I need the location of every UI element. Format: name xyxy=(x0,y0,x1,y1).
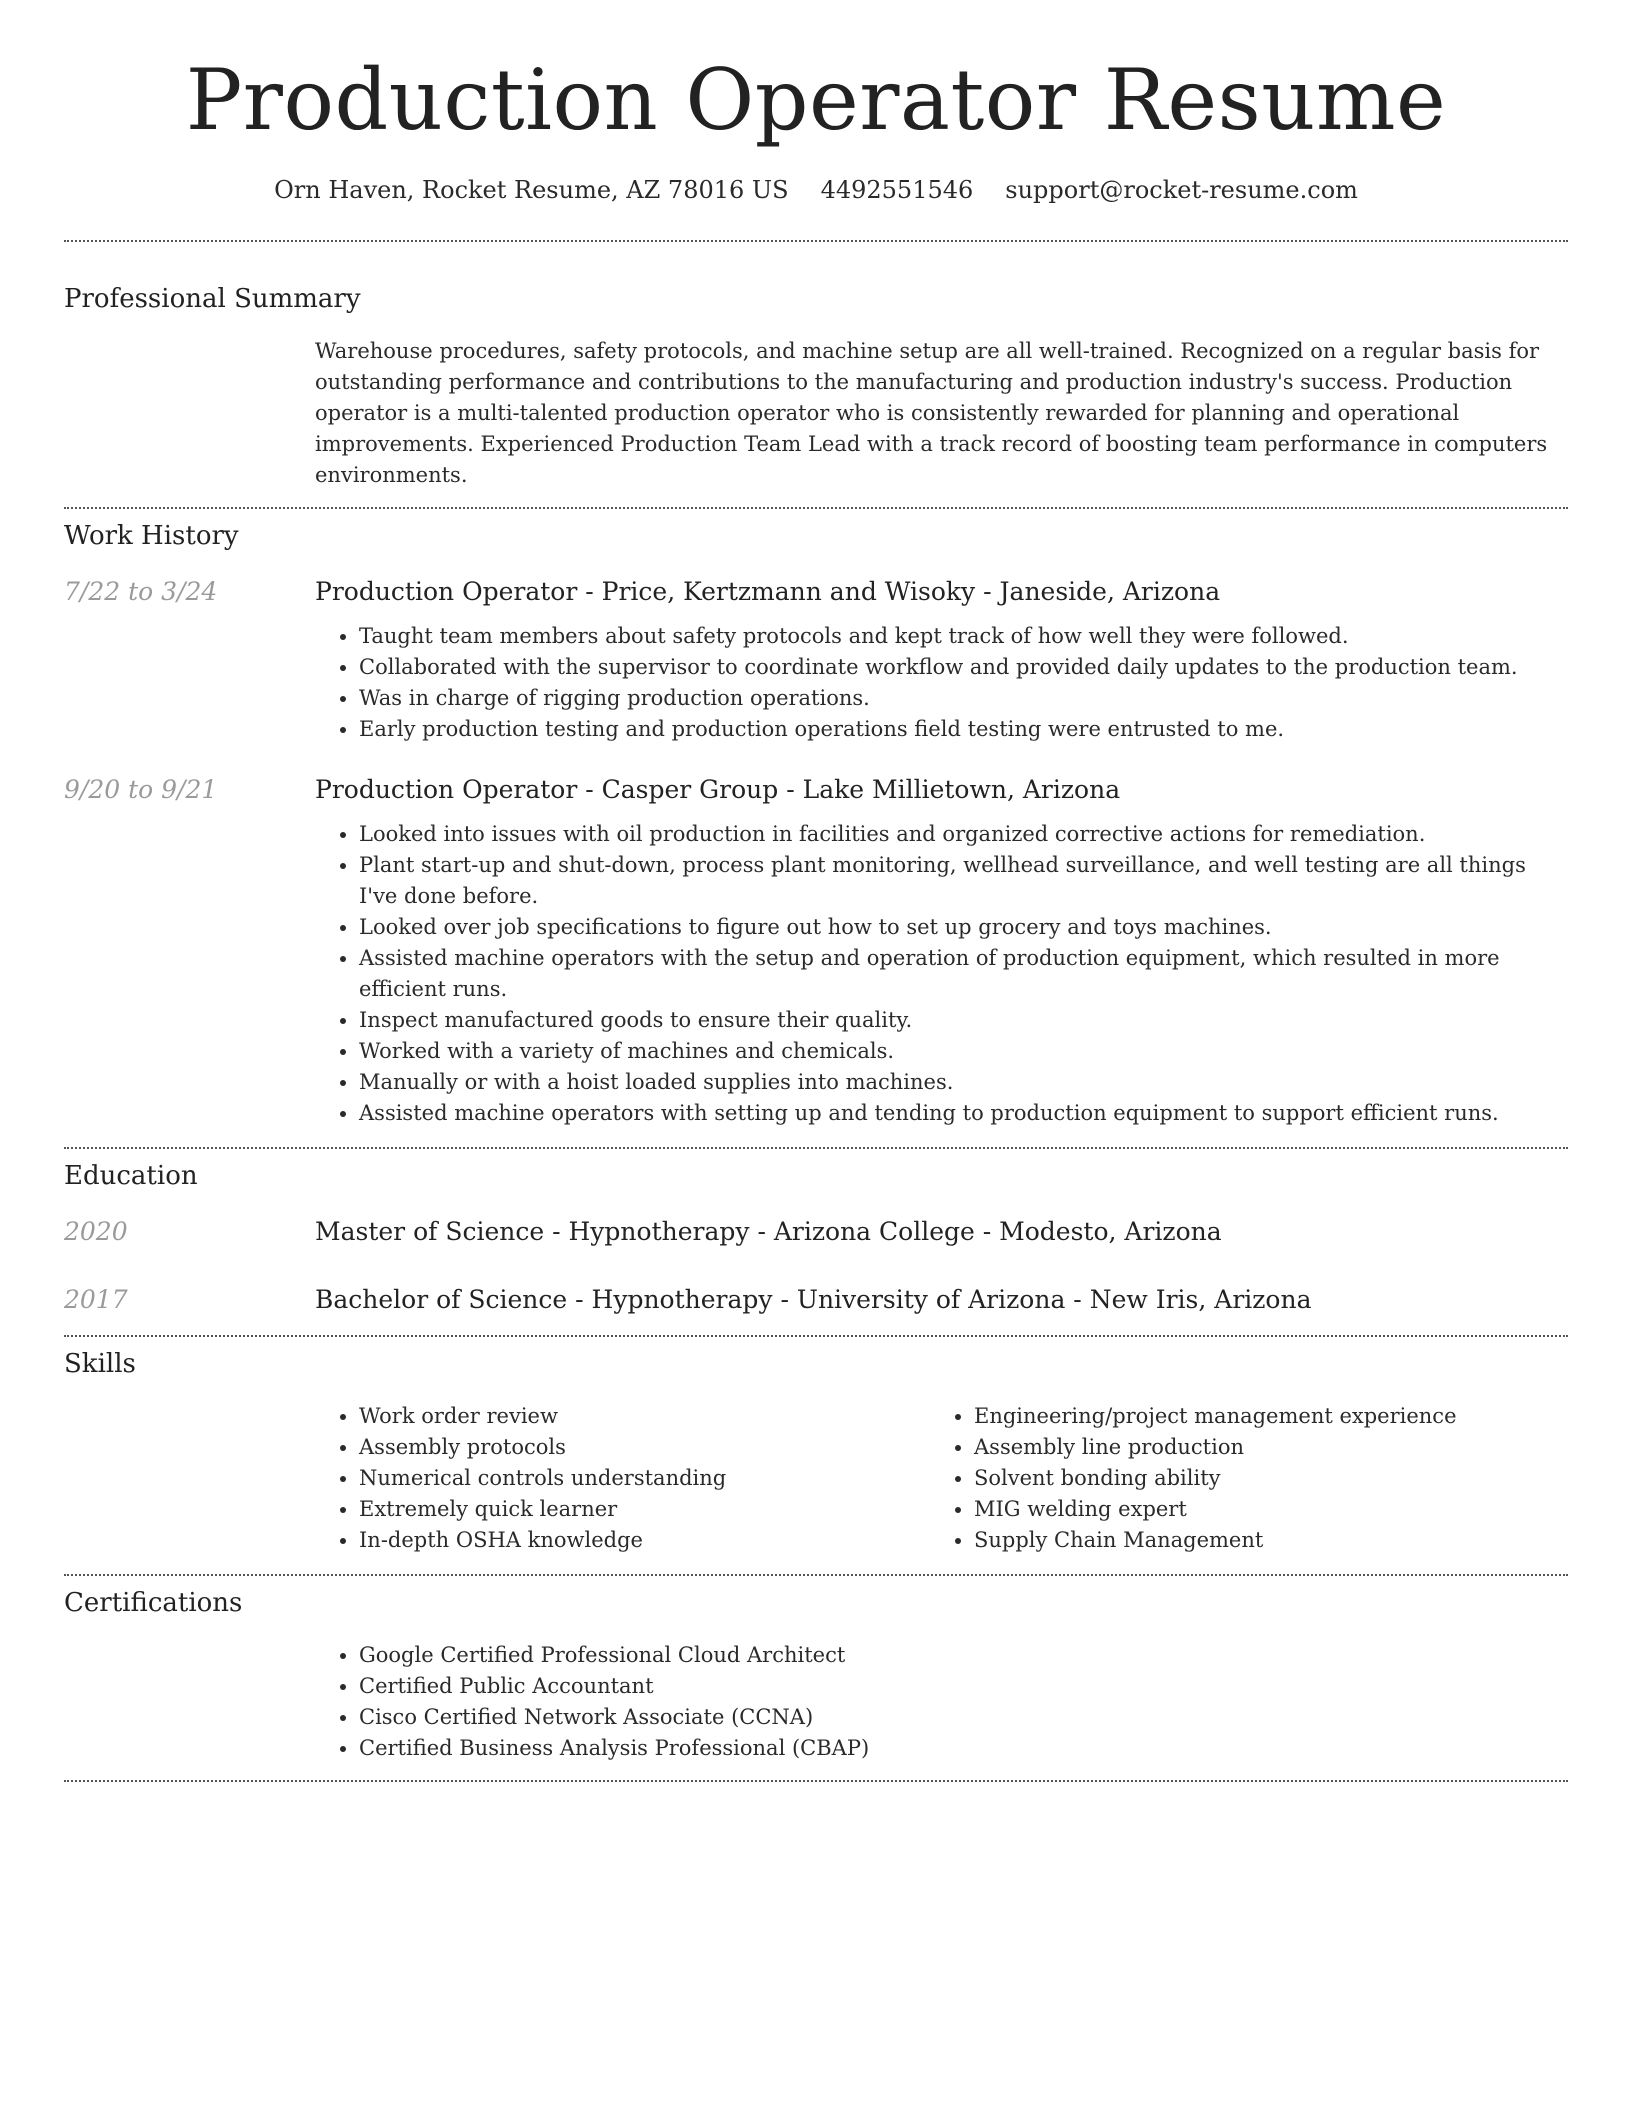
job-body xyxy=(315,773,1568,1129)
job-dates: 9/20 to 9/21 xyxy=(64,775,218,804)
certification-item: • Google Certified Professional Cloud Architect xyxy=(359,1640,1568,1671)
certifications-section xyxy=(64,1586,1568,1764)
section-title-skills: Skills xyxy=(64,1349,136,1379)
divider xyxy=(64,507,1568,509)
job-company: Casper Group xyxy=(601,775,779,804)
job-title: Production Operator xyxy=(315,775,578,804)
list-item: • Was in charge of rigging production operations. xyxy=(359,683,1568,714)
school: Arizona College xyxy=(773,1217,975,1246)
skill-item: • Engineering/project management experience xyxy=(974,1401,1545,1432)
skill-item: • In-depth OSHA knowledge xyxy=(359,1525,930,1556)
skill-item: • Extremely quick learner xyxy=(359,1494,930,1525)
section-title-certifications: Certifications xyxy=(64,1588,243,1618)
education-year: 2020 xyxy=(64,1217,128,1246)
skills-list xyxy=(930,1401,1545,1556)
list-item: • Collaborated with the supervisor to coordinate workflow and provided daily updates to the production team. xyxy=(359,652,1568,683)
job-bullets xyxy=(315,621,1568,745)
job-heading: Production Operator - Price, Kertzmann and Wisoky - Janeside, Arizona xyxy=(315,577,1221,606)
field-of-study: Hypnotherapy xyxy=(591,1285,773,1314)
certifications-wrap xyxy=(315,1640,1568,1764)
list-item: • Looked over job specifications to figure out how to set up grocery and toys machines. xyxy=(359,912,1568,943)
divider xyxy=(64,1574,1568,1576)
job-body xyxy=(315,575,1568,745)
job-heading: Production Operator - Casper Group - Lake Millietown, Arizona xyxy=(315,775,1121,804)
skills-grid xyxy=(315,1401,1568,1556)
divider xyxy=(64,240,1568,242)
education-entry xyxy=(64,1283,1568,1317)
skill-item: • MIG welding expert xyxy=(974,1494,1545,1525)
contact-address: Orn Haven, Rocket Resume, AZ 78016 US xyxy=(274,176,789,204)
list-item: • Early production testing and production operations field testing were entrusted to me. xyxy=(359,714,1568,745)
certifications-list xyxy=(315,1640,1568,1764)
education-section xyxy=(64,1159,1568,1317)
list-item: • Taught team members about safety protocols and kept track of how well they were followed. xyxy=(359,621,1568,652)
degree: Bachelor of Science xyxy=(315,1285,568,1314)
skill-item: • Numerical controls understanding xyxy=(359,1463,930,1494)
skills-column-left xyxy=(315,1401,930,1556)
contact-line xyxy=(64,174,1568,206)
summary-text: Warehouse procedures, safety protocols, and machine setup are all well-trained. Recognized on a regular basis for outstanding performance and contributions to the manufacturing and production industry's success. Production operator is a multi-talented production operator who is consistently rewarded for planning and operational improvements. Experienced Production Team Lead with a track record of boosting team performance in computers environments. xyxy=(315,339,1548,487)
section-title-work: Work History xyxy=(64,521,239,551)
skills-section xyxy=(64,1347,1568,1556)
skills-column-right xyxy=(930,1401,1545,1556)
section-title-education: Education xyxy=(64,1161,198,1191)
job-entry xyxy=(64,773,1568,1129)
job-location: Janeside, Arizona xyxy=(999,577,1221,606)
contact-email: support@rocket-resume.com xyxy=(1005,176,1358,204)
divider xyxy=(64,1780,1568,1782)
job-entry xyxy=(64,575,1568,745)
field-of-study: Hypnotherapy xyxy=(568,1217,750,1246)
divider xyxy=(64,1335,1568,1337)
divider xyxy=(64,1147,1568,1149)
list-item: • Plant start-up and shut-down, process plant monitoring, wellhead surveillance, and well testing are all things I've done before. xyxy=(359,850,1568,912)
job-title: Production Operator xyxy=(315,577,578,606)
education-entry xyxy=(64,1215,1568,1249)
list-item: • Assisted machine operators with the setup and operation of production equipment, which resulted in more efficient runs. xyxy=(359,943,1568,1005)
work-section xyxy=(64,519,1568,1129)
resume-page xyxy=(64,0,1568,1782)
certification-item: • Certified Public Accountant xyxy=(359,1671,1568,1702)
education-body xyxy=(315,1215,1568,1249)
list-item: • Looked into issues with oil production in facilities and organized corrective actions for remediation. xyxy=(359,819,1568,850)
list-item: • Assisted machine operators with setting up and tending to production equipment to support efficient runs. xyxy=(359,1098,1568,1129)
job-company: Price, Kertzmann and Wisoky xyxy=(601,577,976,606)
school-location: New Iris, Arizona xyxy=(1089,1285,1312,1314)
education-heading: Master of Science - Hypnotherapy - Arizona College - Modesto, Arizona xyxy=(315,1217,1222,1246)
school: University of Arizona xyxy=(796,1285,1066,1314)
certification-item: • Cisco Certified Network Associate (CCNA) xyxy=(359,1702,1568,1733)
certification-item: • Certified Business Analysis Professional (CBAP) xyxy=(359,1733,1568,1764)
skill-item: • Assembly protocols xyxy=(359,1432,930,1463)
skill-item: • Solvent bonding ability xyxy=(974,1463,1545,1494)
degree: Master of Science xyxy=(315,1217,545,1246)
job-bullets xyxy=(315,819,1568,1129)
list-item: • Manually or with a hoist loaded supplies into machines. xyxy=(359,1067,1568,1098)
skill-item: • Assembly line production xyxy=(974,1432,1545,1463)
education-year: 2017 xyxy=(64,1285,128,1314)
education-body xyxy=(315,1283,1568,1317)
job-dates: 7/22 to 3/24 xyxy=(64,577,218,606)
skill-item: • Work order review xyxy=(359,1401,930,1432)
skills-list xyxy=(315,1401,930,1556)
school-location: Modesto, Arizona xyxy=(999,1217,1222,1246)
list-item: • Inspect manufactured goods to ensure their quality. xyxy=(359,1005,1568,1036)
job-location: Lake Millietown, Arizona xyxy=(802,775,1121,804)
education-heading: Bachelor of Science - Hypnotherapy - University of Arizona - New Iris, Arizona xyxy=(315,1285,1312,1314)
contact-phone: 4492551546 xyxy=(820,176,974,204)
summary-section xyxy=(64,282,1568,491)
section-title-summary: Professional Summary xyxy=(64,284,361,314)
list-item: • Worked with a variety of machines and chemicals. xyxy=(359,1036,1568,1067)
skill-item: • Supply Chain Management xyxy=(974,1525,1545,1556)
resume-title: Production Operator Resume xyxy=(185,51,1447,149)
